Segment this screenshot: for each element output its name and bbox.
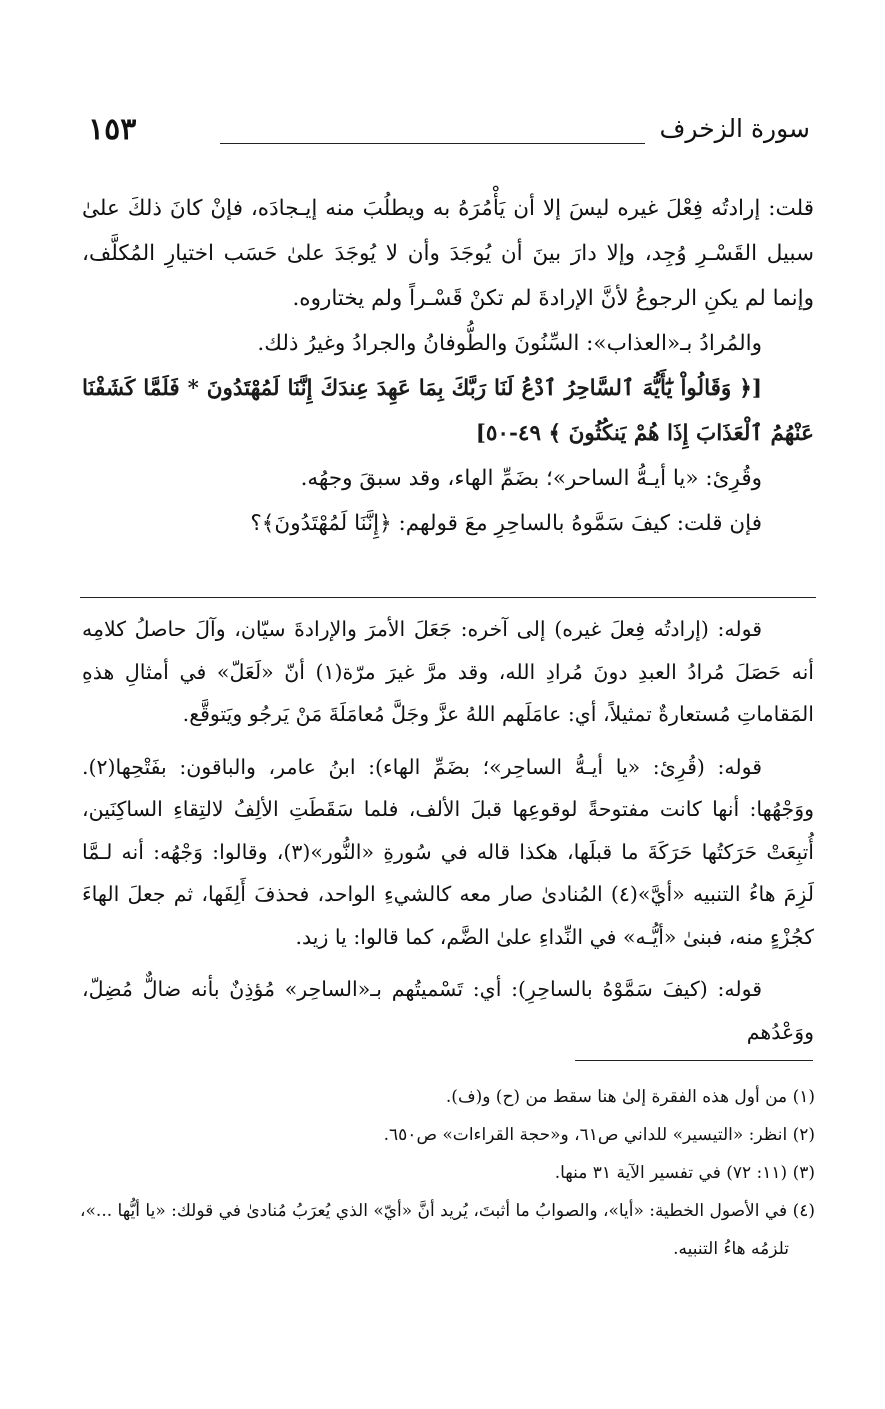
- main-paragraph-3: وقُرِئ: «يا أيـهُّ الساحر»؛ بضَمِّ الهاء، وقد سبقَ وجهُه.: [300, 466, 762, 491]
- commentary-paragraph-3: قوله: (كيفَ سَمَّوْهُ بالساحِرِ): أي: تَسْميتُهم بـ«الساحِر» مُؤذِنٌ بأنه ضالٌّ مُضِلّ، ووَعْدُهم: [82, 977, 814, 1044]
- footnotes: [80, 1078, 815, 1268]
- section-divider: [80, 597, 816, 598]
- quran-verse: [﴿ وَقَالُواْ يَٰٓأَيُّهَ ٱلسَّاحِرُ ٱدْعُ لَنَا رَبَّكَ بِمَا عَهِدَ عِندَكَ إِنَّنَا لَمُهْتَدُونَ * فَلَمَّا كَشَفْنَا عَنْهُمُ ٱلْعَذَابَ إِذَا هُمْ يَنكُثُونَ ﴾ ٤٩-٥٠]: [82, 376, 814, 446]
- footnote-3: (٣) (١١: ٧٢) في تفسير الآية ٣١ منها.: [554, 1163, 815, 1183]
- commentary-paragraph-2: قوله: (قُرِئ: «يا أيـهُّ الساحِر»؛ بضَمِّ الهاء): ابنُ عامر، والباقون: بفَتْحِها(٢). ووَجْهُها: أنها كانت مفتوحةً لوقوعِها قبلَ الألف، فلما سَقَطَتِ الألِفُ لالتِقاءِ الساكِنَين، أُتبِعَتْ حَرَكتُها حَرَكَةَ ما قبلَها، هكذا قاله في سُورةِ «النُّور»(٣)، وقالوا: وَجْهُه: أنه لـمَّا لَزِمَ هاءُ التنبيه «أيَّ»(٤) المُنادىٰ صار معه كالشيءِ الواحد، فحذفَ أَلِفَها، ثم جعلَ الهاءَ كجُزْءٍ منه، فبنىٰ «أيُّـه» في النِّداءِ علىٰ الضَّم، كما قالوا: يا زيد.: [82, 754, 814, 949]
- main-paragraph-1: قلت: إرادتُه فِعْلَ غيره ليسَ إلا أن يَأْمُرَهُ به ويطلُبَ منه إيـجادَه، فإنْ كانَ ذلكَ علىٰ سبيل القَسْـرِ وُجِد، وإلا دارَ بينَ أن يُوجَدَ وأن لا يُوجَدَ علىٰ حَسَب اختيارِ المُكلَّف، وإنما لم يكنِ الرجوعُ لأنَّ الإرادةَ لم تكنْ قَسْـراً ولم يختاروه.: [82, 196, 814, 311]
- commentary-paragraph-1: قوله: (إرادتُه فِعلَ غيره) إلى آخره: جَعَلَ الأمرَ والإرادةَ سيّان، وآلَ حاصلُ كلامِه أنه حَصَلَ مُرادُ العبدِ دونَ مُرادِ الله، وقد مرَّ غيرَ مرّة(١) أنّ «لَعَلّ» في أمثالِ هذهِ المَقاماتِ مُستعارةٌ تمثيلاً، أي: عامَلَهم اللهُ عزَّ وجَلَّ مُعامَلَةَ مَنْ يَرجُو ويَتوقَّع.: [82, 617, 814, 726]
- footnote-1: (١) من أول هذه الفقرة إلىٰ هنا سقط من (ح) و(ف).: [445, 1087, 815, 1107]
- main-text: [82, 186, 814, 546]
- main-paragraph-4: فإن قلت: كيفَ سَمَّوهُ بالساحِرِ معَ قولهم: ﴿إِنَّنَا لَمُهْتَدُونَ﴾؟: [250, 511, 762, 536]
- surah-title: سورة الزخرف: [659, 114, 810, 143]
- page-number: ١٥٣: [88, 112, 137, 147]
- footnote-4: (٤) في الأصول الخطية: «أيا»، والصوابُ ما أثبتَ، يُريد أنَّ «أيّ» الذي يُعرَبُ مُنادىٰ في قولك: «يا أيُّها ...»،: [80, 1201, 815, 1221]
- page-header: [88, 112, 810, 156]
- footnote-4-continuation: تلزمُه هاءُ التنبيه.: [673, 1239, 789, 1259]
- header-rule: [220, 143, 645, 144]
- main-paragraph-2: والمُرادُ بـ«العذاب»: السِّنُونَ والطُّوفانُ والجرادُ وغيرُ ذلك.: [257, 331, 762, 356]
- commentary: [82, 608, 814, 1063]
- footnote-rule: [575, 1060, 813, 1061]
- footnote-2: (٢) انظر: «التيسير» للداني ص٦١، و«حجة القراءات» ص٦٥٠.: [383, 1125, 815, 1145]
